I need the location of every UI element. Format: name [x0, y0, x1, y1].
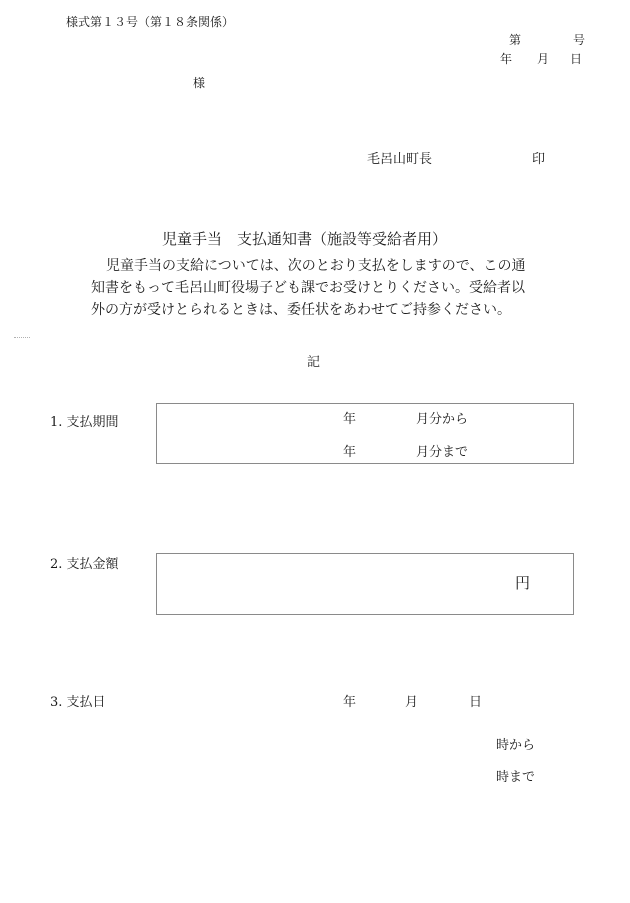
payment-date-year: 年	[343, 695, 357, 710]
payment-period-box	[156, 403, 574, 464]
recipient-honorific: 様	[193, 76, 206, 90]
document-number-prefix: 第	[509, 33, 522, 47]
issuer-name: 毛呂山町長	[367, 152, 433, 167]
payment-time-to: 時まで	[496, 770, 536, 785]
payment-period-label: 1. 支払期間	[50, 415, 119, 430]
amount-unit-yen: 円	[515, 574, 531, 592]
seal-mark: 印	[532, 152, 546, 167]
body-line-2: 知書をもって毛呂山町役場子ども課でお受けとりください。受給者以	[91, 280, 525, 296]
period-to-text: 月分まで	[416, 445, 469, 460]
document-title: 児童手当 支払通知書（施設等受給者用）	[162, 230, 448, 248]
margin-dotted-mark	[14, 337, 30, 338]
period-from-text: 月分から	[416, 412, 469, 427]
issue-date-year: 年	[500, 52, 513, 66]
issue-date-day: 日	[570, 52, 583, 66]
payment-date-day: 日	[469, 695, 483, 710]
period-to-year: 年	[343, 445, 357, 460]
payment-amount-label: 2. 支払金額	[50, 557, 119, 572]
ki-heading: 記	[307, 355, 321, 370]
period-from-year: 年	[343, 412, 357, 427]
payment-time-from: 時から	[496, 738, 536, 753]
payment-date-label: 3. 支払日	[50, 695, 106, 710]
body-line-1: 児童手当の支給については、次のとおり支払をしますので、この通	[106, 258, 526, 274]
payment-date-month: 月	[405, 695, 419, 710]
issue-date-month: 月	[537, 52, 550, 66]
form-number: 様式第１３号（第１８条関係）	[66, 15, 235, 29]
payment-amount-box	[156, 553, 574, 615]
body-line-3: 外の方が受けとられるときは、委任状をあわせてご持参ください。	[91, 302, 511, 318]
document-number-suffix: 号	[573, 33, 586, 47]
